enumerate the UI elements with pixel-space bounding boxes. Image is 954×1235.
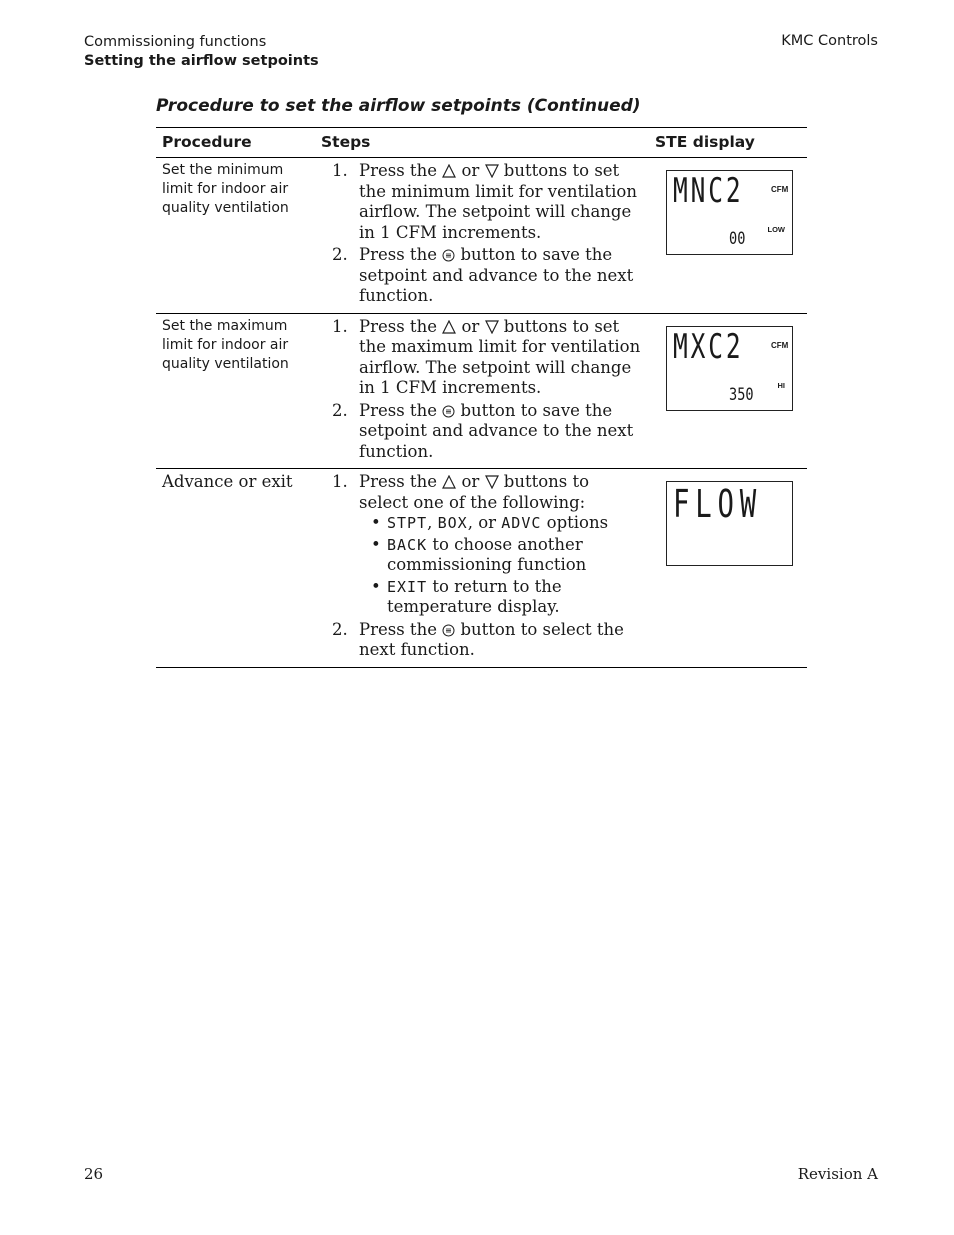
procedure-table <box>156 127 807 668</box>
header-subsection: Setting the airflow setpoints <box>84 53 319 69</box>
lcd-unit: CFM <box>771 185 789 194</box>
steps-cell <box>315 469 649 668</box>
option-item: • BACK to choose another commissioning function <box>379 535 641 576</box>
lcd-display <box>666 481 793 566</box>
step-item: 1. Press the or buttons to set the minimum limit for ventilation airflow. The setpoint will change in 1 CFM increments. <box>353 161 641 243</box>
step-item: 2. Press the button to save the setpoint and advance to the next function. <box>353 401 641 463</box>
lcd-word-box: BOX <box>437 514 468 532</box>
up-arrow-icon <box>442 320 456 334</box>
display-cell <box>649 313 807 469</box>
table-row <box>156 469 807 668</box>
revision-label: Revision A <box>797 1165 878 1183</box>
step-item: 1. Press the or buttons to set the maximum limit for ventilation airflow. The setpoint will change in 1 CFM increments. <box>353 317 641 399</box>
option-item: • STPT, BOX, or ADVC options <box>379 513 641 534</box>
enter-button-icon <box>442 249 455 262</box>
lcd-unit: CFM <box>771 340 789 350</box>
enter-button-icon <box>442 405 455 418</box>
lcd-display <box>666 326 793 411</box>
down-arrow-icon <box>485 320 499 334</box>
lcd-limit-tag: LOW <box>767 225 785 234</box>
steps-cell <box>315 313 649 469</box>
lcd-word-back: BACK <box>387 535 428 554</box>
lcd-limit-tag: HI <box>777 380 785 390</box>
options-list <box>359 513 641 618</box>
option-item: • EXIT to return to the temperature display. <box>379 577 641 618</box>
lcd-display <box>666 170 793 255</box>
up-arrow-icon <box>442 475 456 489</box>
down-arrow-icon <box>485 475 499 489</box>
header-company: KMC Controls <box>781 33 878 49</box>
table-title: Procedure to set the airflow setpoints (Continued) <box>156 96 641 116</box>
lcd-word-stpt: STPT <box>387 514 428 532</box>
lcd-main-text: MNC2 <box>673 171 744 211</box>
col-header-display: STE display <box>649 128 807 158</box>
down-arrow-icon <box>485 164 499 178</box>
col-header-steps: Steps <box>315 128 649 158</box>
up-arrow-icon <box>442 164 456 178</box>
lcd-word-advc: ADVC <box>501 514 542 532</box>
step-item: 1. Press the or buttons to select one of the following: • STPT, BOX, or ADVC options • BACK to choose another commissioning function • EXIT to return to the temperature display. <box>353 472 641 618</box>
lcd-main-text: FLOW <box>673 482 762 526</box>
procedure-cell: Set the maximum limit for indoor air quality ventilation <box>156 313 315 469</box>
procedure-cell: Advance or exit <box>156 469 315 668</box>
steps-list <box>321 161 641 307</box>
steps-cell <box>315 158 649 314</box>
lcd-value: 00 <box>729 229 746 249</box>
lcd-word-exit: EXIT <box>387 577 428 596</box>
step-item: 2. Press the button to save the setpoint and advance to the next function. <box>353 245 641 307</box>
lcd-main-text: MXC2 <box>673 326 744 367</box>
lcd-value: 350 <box>729 384 754 405</box>
display-cell <box>649 469 807 668</box>
procedure-cell: Set the minimum limit for indoor air quality ventilation <box>156 158 315 314</box>
table-header-row <box>156 128 807 158</box>
steps-list <box>321 472 641 661</box>
table-row <box>156 313 807 469</box>
enter-button-icon <box>442 624 455 637</box>
running-header <box>84 33 319 71</box>
header-section: Commissioning functions <box>84 34 267 50</box>
table-row <box>156 158 807 314</box>
display-cell <box>649 158 807 314</box>
steps-list <box>321 317 641 463</box>
page-number: 26 <box>84 1165 104 1183</box>
step-item: 2. Press the button to select the next function. <box>353 620 641 661</box>
col-header-procedure: Procedure <box>156 128 315 158</box>
